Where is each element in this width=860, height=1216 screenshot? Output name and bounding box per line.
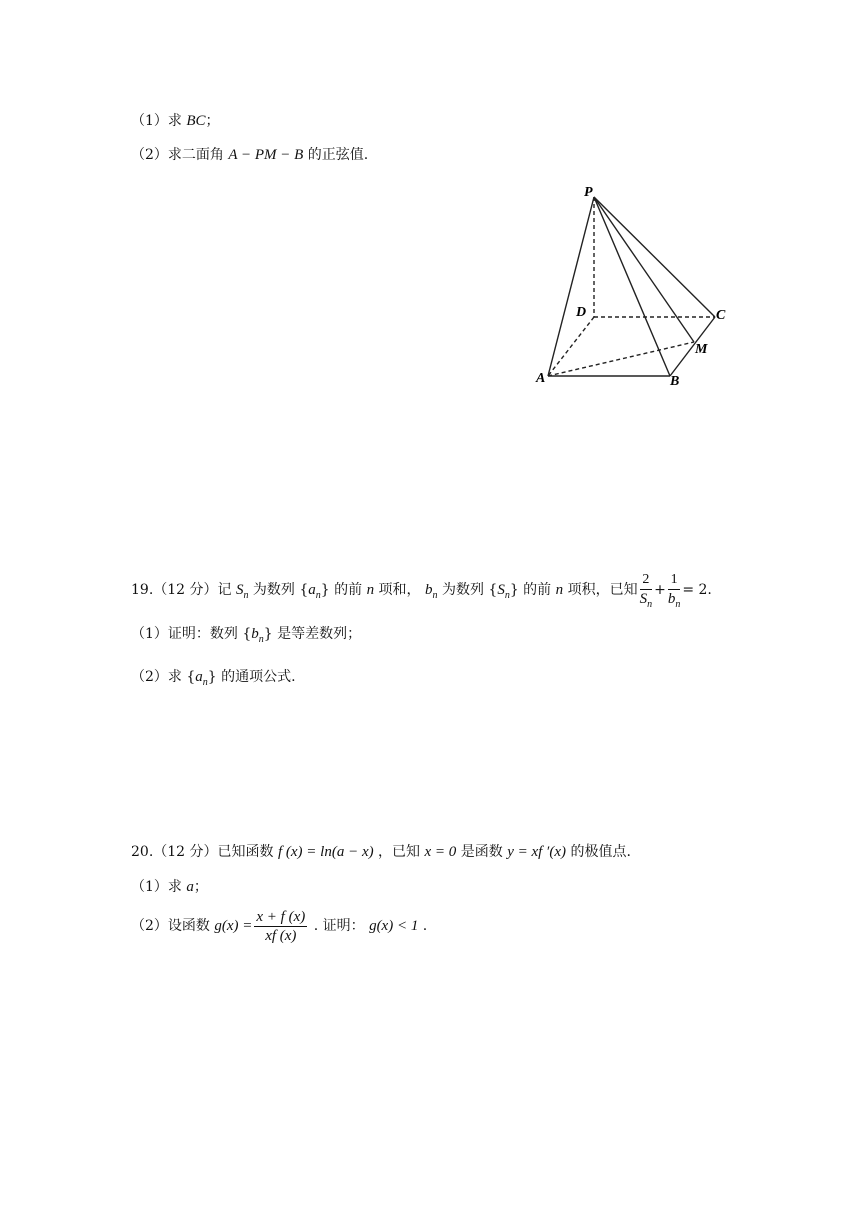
q19-part1: （1）证明：数列 $\{b_n\}$ 是等差数列； xyxy=(131,626,362,645)
fraction-g: $\frac{x + f (x)}{xf (x)}$ xyxy=(256,908,306,944)
label-B: B xyxy=(670,374,680,389)
pyramid-figure xyxy=(520,175,740,395)
q18-part1: （1）求 BC； xyxy=(131,113,220,129)
label-M: M xyxy=(695,342,708,357)
fraction-2-over-Sn: $\frac{2}{S_n}$ xyxy=(639,571,653,610)
edge-BC xyxy=(670,317,715,376)
edge-PC xyxy=(594,197,715,317)
edge-PB xyxy=(594,197,670,376)
label-D: D xyxy=(576,305,587,320)
label-P: P xyxy=(584,185,593,200)
edge-PM xyxy=(594,197,694,342)
q19-stem: 19.（12 分）记 $S_n$ 为数列 $\{a_n\}$ 的前 n 项和， $b_n$ 为数列 $\{S_n\}$ 的前 n 项积，已知 $\frac{2}{S_n}$ + $\frac{1}{b_n}$ = 2. xyxy=(131,571,712,610)
q19-part2: （2）求 $\{a_n\}$ 的通项公式. xyxy=(131,669,296,688)
q20-stem: 20.（12 分）已知函数 f (x) = ln(a − x) ，已知 x = 0 是函数 y = xf ′(x) 的极值点. xyxy=(131,844,631,860)
label-C: C xyxy=(716,308,726,323)
label-A: A xyxy=(536,371,546,386)
q18-part2: （2）求二面角 A − PM − B 的正弦值. xyxy=(131,147,369,163)
edge-PA xyxy=(548,197,594,376)
q20-part1: （1）求 a； xyxy=(131,879,208,895)
q20-part2: （2）设函数 g(x) = $\frac{x + f (x)}{xf (x)}$ . 证明： g(x) < 1 . xyxy=(131,908,428,944)
fraction-1-over-bn: $\frac{1}{b_n}$ xyxy=(667,571,681,610)
